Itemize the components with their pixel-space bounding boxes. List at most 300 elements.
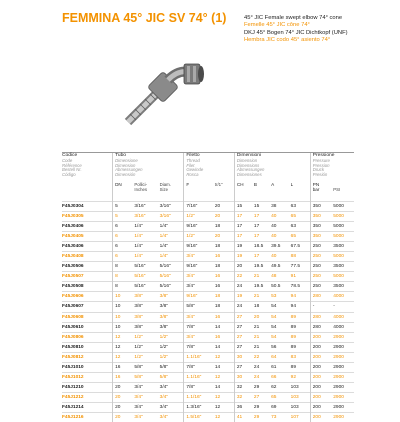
table-cell: 350 [310, 212, 333, 222]
table-cell: 5000 [333, 272, 354, 282]
part-code-cell: F45J0305 [62, 212, 113, 222]
table-cell: 7/8" [184, 322, 215, 332]
table-cell: 350 [310, 222, 333, 232]
table-cell: - [333, 302, 354, 312]
table-cell: 3/4" [184, 332, 215, 342]
table-row [62, 392, 354, 402]
table-cell: 30 [234, 352, 254, 362]
table-cell: 200 [310, 402, 333, 412]
table-cell: 12 [113, 342, 135, 352]
table-cell: 8 [113, 282, 135, 292]
table-cell: 16 [215, 272, 235, 282]
table-cell: 5/8" [184, 302, 215, 312]
table-cell: 3/4" [134, 382, 159, 392]
table-cell: 3500 [333, 242, 354, 252]
table-cell: 18 [215, 242, 235, 252]
table-cell: 20 [215, 202, 235, 212]
table-cell: 66 [271, 372, 291, 382]
table-cell: 3/4" [134, 392, 159, 402]
table-cell: 24 [254, 362, 271, 372]
table-cell: 54 [271, 312, 291, 322]
table-row [62, 262, 354, 272]
table-cell: 200 [310, 362, 333, 372]
table-row [62, 312, 354, 322]
description-en: 45° JIC Female swept elbow 74° cone [244, 15, 394, 22]
table-cell: 65 [271, 392, 291, 402]
table-cell: 200 [310, 412, 333, 422]
table-cell: 12 [113, 332, 135, 342]
spec-table [62, 152, 354, 422]
table-row [62, 332, 354, 342]
table-row [62, 342, 354, 352]
table-cell: 29 [254, 402, 271, 412]
table-cell: 2900 [333, 392, 354, 402]
table-cell: 89 [291, 312, 311, 322]
table-cell: 3/16" [160, 202, 184, 212]
table-cell: 89 [291, 322, 311, 332]
table-cell: 5/16" [160, 272, 184, 282]
table-cell: 17 [234, 212, 254, 222]
table-cell: 20 [113, 412, 135, 422]
table-cell: 2900 [333, 332, 354, 342]
table-cell: 94 [291, 302, 311, 312]
subheader-psi: PSI [333, 182, 354, 202]
table-cell: 14 [215, 382, 235, 392]
table-cell: 17 [254, 212, 271, 222]
table-cell: 53 [271, 292, 291, 302]
table-cell: 14 [215, 342, 235, 352]
table-cell: 3/16" [134, 202, 159, 212]
table-cell: 29 [254, 382, 271, 392]
table-cell: 3500 [333, 262, 354, 272]
table-cell: 3/4" [160, 392, 184, 402]
table-cell: 1/4" [134, 222, 159, 232]
table-cell: 3/4" [184, 312, 215, 322]
table-cell: 200 [310, 392, 333, 402]
part-code-cell: F45J0406 [62, 242, 113, 252]
table-cell: 5 [113, 202, 135, 212]
table-cell: 3/4" [134, 412, 159, 422]
table-row [62, 302, 354, 312]
table-cell: 3500 [333, 282, 354, 292]
table-row [62, 232, 354, 242]
table-cell: 36 [234, 402, 254, 412]
table-cell: 27 [234, 362, 254, 372]
table-cell: 20 [234, 262, 254, 272]
table-cell: 24 [234, 282, 254, 292]
part-code-cell: F45J0607 [62, 302, 113, 312]
table-cell: 1/2" [134, 342, 159, 352]
table-cell: 9/16" [184, 292, 215, 302]
table-cell: 27 [254, 392, 271, 402]
table-cell: 1/4" [160, 252, 184, 262]
table-cell: 18 [254, 302, 271, 312]
header-filetto: Filetto Thread Filet Gewinde Rosca [184, 153, 235, 183]
table-cell: 8 [113, 272, 135, 282]
table-cell: 69 [271, 402, 291, 412]
table-row [62, 242, 354, 252]
subheader-ch: CH [234, 182, 254, 202]
table-cell: 12 [215, 372, 235, 382]
table-cell: 15 [234, 202, 254, 212]
part-code-cell: F45J0610 [62, 322, 113, 332]
subheader-a: A [271, 182, 291, 202]
table-cell: 1/4" [134, 232, 159, 242]
table-cell: 27 [234, 312, 254, 322]
table-cell: 1/2" [134, 352, 159, 362]
table-cell: 1/2" [160, 352, 184, 362]
table-cell: 15 [254, 202, 271, 212]
table-cell: 1/4" [134, 252, 159, 262]
table-cell: 19 [234, 252, 254, 262]
table-cell: 6 [113, 232, 135, 242]
table-cell: 22 [234, 272, 254, 282]
table-cell: 56 [271, 342, 291, 352]
table-cell: 1.3/16" [184, 402, 215, 412]
subheader-b: B [254, 182, 271, 202]
table-cell: 39.5 [271, 242, 291, 252]
table-cell: 280 [310, 292, 333, 302]
table-row [62, 282, 354, 292]
subheader-dn: DN [113, 182, 135, 202]
table-cell: 14 [215, 362, 235, 372]
table-cell: 2900 [333, 372, 354, 382]
table-cell: 5/8" [134, 362, 159, 372]
part-code-cell: F45J0608 [62, 312, 113, 322]
table-cell: 20 [113, 402, 135, 412]
table-cell: 1/4" [134, 242, 159, 252]
table-cell: 1.1/16" [184, 392, 215, 402]
table-cell: 2900 [333, 362, 354, 372]
table-cell: 3/8" [160, 312, 184, 322]
table-cell: 63 [291, 202, 311, 212]
table-cell: 19 [234, 242, 254, 252]
table-cell: 12 [215, 352, 235, 362]
table-cell: 3/4" [160, 412, 184, 422]
table-cell: 27 [234, 332, 254, 342]
table-cell: 20 [113, 392, 135, 402]
table-cell: 10 [113, 302, 135, 312]
table-cell: 3/4" [160, 382, 184, 392]
table-cell: 32 [234, 382, 254, 392]
table-cell: 4000 [333, 312, 354, 322]
table-cell: 62 [271, 382, 291, 392]
table-cell: 2900 [333, 402, 354, 412]
table-cell: 17 [254, 232, 271, 242]
table-cell: 3/8" [134, 322, 159, 332]
table-cell: 3/8" [160, 302, 184, 312]
table-cell: 40 [271, 252, 291, 262]
table-cell: 107 [291, 412, 311, 422]
table-cell: 48 [271, 272, 291, 282]
table-cell: 9/16" [184, 262, 215, 272]
table-row [62, 352, 354, 362]
table-cell: 350 [310, 202, 333, 212]
table-cell: 7/8" [184, 342, 215, 352]
part-code-cell: F45J0606 [62, 292, 113, 302]
table-cell: 250 [310, 282, 333, 292]
table-cell: 88 [291, 252, 311, 262]
description-es: Hembra JIC codo 45° asiento 74° [244, 37, 394, 44]
table-cell: 16 [113, 362, 135, 372]
part-code-cell: F45J0508 [62, 282, 113, 292]
table-cell: 103 [291, 392, 311, 402]
table-cell: 65 [291, 212, 311, 222]
header-codice: Codice Code Référence Bestell Nr. Código [62, 153, 113, 183]
table-cell: 5/8" [134, 372, 159, 382]
table-cell: 5000 [333, 222, 354, 232]
table-cell: 14 [215, 322, 235, 332]
table-cell: 24 [254, 372, 271, 382]
table-cell: 29 [254, 412, 271, 422]
table-cell: 21 [254, 322, 271, 332]
table-cell: 10 [113, 312, 135, 322]
table-cell: 94 [291, 292, 311, 302]
part-code-cell: F45J1010 [62, 362, 113, 372]
table-cell: 89 [291, 342, 311, 352]
table-cell: 41 [234, 412, 254, 422]
table-cell: 64 [271, 352, 291, 362]
table-cell: 3/4" [184, 252, 215, 262]
table-cell: 200 [310, 372, 333, 382]
part-code-cell: F45J0406 [62, 222, 113, 232]
table-cell: 24 [234, 302, 254, 312]
part-code-cell: F45J1214 [62, 402, 113, 412]
table-cell: 40 [271, 222, 291, 232]
header-dimensioni: Dimensioni Dimension Dimensions Abmessungen Dimensiones [234, 153, 310, 183]
table-cell: 32 [234, 392, 254, 402]
table-cell: 250 [310, 242, 333, 252]
table-cell: 40 [271, 212, 291, 222]
table-cell: 65 [291, 232, 311, 242]
table-cell: 250 [310, 252, 333, 262]
table-cell: 1.1/16" [184, 352, 215, 362]
table-row [62, 292, 354, 302]
table-cell: 4000 [333, 292, 354, 302]
table-cell: 6 [113, 252, 135, 262]
table-cell: 30 [234, 372, 254, 382]
table-cell: - [310, 302, 333, 312]
subheader-pn: PN bar [310, 182, 333, 202]
table-cell: 3/8" [134, 312, 159, 322]
table-cell: 18 [215, 222, 235, 232]
table-cell: 3/8" [134, 302, 159, 312]
table-cell: 5/16" [134, 282, 159, 292]
subheader-l: L [291, 182, 311, 202]
table-cell: 10 [113, 292, 135, 302]
table-cell: 2900 [333, 342, 354, 352]
part-code-cell: F45J0304 [62, 202, 113, 212]
table-cell: 18 [215, 292, 235, 302]
table-cell: 1/2" [184, 232, 215, 242]
table-row [62, 252, 354, 262]
table-cell: 5000 [333, 252, 354, 262]
description-block [244, 15, 394, 45]
part-code-cell: F45J1216 [62, 412, 113, 422]
table-cell: 20 [254, 312, 271, 322]
table-cell: 3/8" [160, 322, 184, 332]
table-cell: 83 [291, 352, 311, 362]
table-cell: 21 [254, 272, 271, 282]
table-cell: 2900 [333, 352, 354, 362]
table-cell: 3/8" [134, 292, 159, 302]
table-cell: 103 [291, 382, 311, 392]
table-cell: 200 [310, 332, 333, 342]
description-de: DKJ 45° Bogen 74° JIC Dichtkopf (UNF) [244, 30, 394, 37]
table-cell: 73 [271, 412, 291, 422]
table-cell: 350 [310, 232, 333, 242]
table-row [62, 372, 354, 382]
table-cell: 7/8" [184, 382, 215, 392]
table-cell: 19.5 [254, 282, 271, 292]
subheader-blank [62, 182, 113, 202]
table-cell: 78.5 [291, 282, 311, 292]
table-cell: 250 [310, 272, 333, 282]
table-cell: 21 [254, 292, 271, 302]
table-cell: 19.5 [254, 262, 271, 272]
table-cell: 280 [310, 312, 333, 322]
table-cell: 50.5 [271, 282, 291, 292]
table-cell: 17 [234, 232, 254, 242]
table-cell: 1/2" [160, 342, 184, 352]
table-cell: 3/4" [184, 272, 215, 282]
part-code-cell: F45J1012 [62, 372, 113, 382]
table-subheader-row [62, 182, 354, 202]
table-cell: 200 [310, 342, 333, 352]
part-code-cell: F45J0507 [62, 272, 113, 282]
table-cell: 5000 [333, 202, 354, 212]
page-title: FEMMINA 45° JIC SV 74° (1) [62, 10, 232, 26]
subheader-pollici: Pollici- Inches [134, 182, 159, 202]
part-code-cell: F45J0810 [62, 342, 113, 352]
table-cell: 67.5 [291, 242, 311, 252]
table-cell: 38 [271, 202, 291, 212]
subheader-tpi: tr/1" [215, 182, 235, 202]
table-cell: 3/16" [134, 212, 159, 222]
subheader-f: F [184, 182, 215, 202]
table-cell: 1/2" [160, 332, 184, 342]
table-cell: 103 [291, 402, 311, 412]
table-cell: 12 [113, 352, 135, 362]
table-cell: 5/8" [160, 372, 184, 382]
table-cell: 92 [291, 372, 311, 382]
table-row [62, 212, 354, 222]
subheader-diam: Diam. Size [160, 182, 184, 202]
table-cell: 7/8" [184, 362, 215, 372]
table-cell: 17 [254, 252, 271, 262]
table-cell: 12 [215, 402, 235, 412]
table-cell: 40 [271, 232, 291, 242]
table-row [62, 412, 354, 422]
table-cell: 20 [215, 232, 235, 242]
part-code-cell: F45J0812 [62, 352, 113, 362]
table-row [62, 382, 354, 392]
table-cell: 27 [234, 342, 254, 352]
table-cell: 2900 [333, 412, 354, 422]
table-cell: 16 [215, 312, 235, 322]
table-cell: 5000 [333, 232, 354, 242]
table-cell: 17 [254, 222, 271, 232]
table-header-row [62, 153, 354, 183]
table-cell: 5/16" [134, 262, 159, 272]
table-cell: 77.5 [291, 262, 311, 272]
table-cell: 54 [271, 302, 291, 312]
table-cell: 3/8" [160, 292, 184, 302]
table-row [62, 222, 354, 232]
table-cell: 18.5 [254, 242, 271, 252]
table-cell: 54 [271, 332, 291, 342]
table-row [62, 362, 354, 372]
table-cell: 5/16" [160, 262, 184, 272]
table-cell: 89 [291, 362, 311, 372]
table-cell: 4000 [333, 322, 354, 332]
header-tubo: Tubo Dimensione Dimension Abmessungen Dimensión [113, 153, 184, 183]
table-row [62, 322, 354, 332]
table-cell: 61 [271, 362, 291, 372]
table-cell: 22 [254, 352, 271, 362]
table-cell: 27 [234, 322, 254, 332]
part-code-cell: F45J0408 [62, 252, 113, 262]
table-body [62, 202, 354, 422]
part-code-cell: F45J1210 [62, 382, 113, 392]
part-code-cell: F45J0405 [62, 232, 113, 242]
table-cell: 200 [310, 352, 333, 362]
table-cell: 54 [271, 322, 291, 332]
table-cell: 1/4" [160, 232, 184, 242]
table-cell: 16 [215, 282, 235, 292]
table-cell: 18 [215, 302, 235, 312]
table-cell: 1.5/16" [184, 412, 215, 422]
table-cell: 5000 [333, 212, 354, 222]
table-cell: 5/8" [160, 362, 184, 372]
table-cell: 1/4" [160, 242, 184, 252]
part-code-cell: F45J0806 [62, 332, 113, 342]
table-cell: 5 [113, 212, 135, 222]
table-row [62, 202, 354, 212]
header-pressione: Pressione Pressure Pression Druck Presión [310, 153, 354, 183]
table-cell: 19 [234, 292, 254, 302]
table-cell: 5/16" [160, 282, 184, 292]
table-cell: 16 [113, 372, 135, 382]
table-cell: 5/16" [134, 272, 159, 282]
table-cell: 21 [254, 342, 271, 352]
table-cell: 1/2" [134, 332, 159, 342]
table-cell: 18 [215, 262, 235, 272]
table-cell: 9/16" [184, 242, 215, 252]
table-cell: 200 [310, 382, 333, 392]
table-cell: 12 [215, 392, 235, 402]
table-cell: 1.1/16" [184, 372, 215, 382]
fitting-illustration [110, 48, 210, 140]
table-cell: 280 [310, 322, 333, 332]
table-row [62, 402, 354, 412]
table-cell: 3/4" [134, 402, 159, 412]
table-cell: 63 [291, 222, 311, 232]
description-fr: Femelle 45° JIC cône 74° [244, 22, 394, 29]
part-code-cell: F45J1212 [62, 392, 113, 402]
part-code-cell: F45J0506 [62, 262, 113, 272]
table-cell: 1/4" [160, 222, 184, 232]
table-cell: 89 [291, 332, 311, 342]
table-cell: 1/2" [184, 212, 215, 222]
table-cell: 16 [215, 332, 235, 342]
table-cell: 20 [113, 382, 135, 392]
table-cell: 250 [310, 262, 333, 272]
table-cell: 3/4" [184, 282, 215, 292]
table-cell: 8 [113, 262, 135, 272]
table-row [62, 272, 354, 282]
table-cell: 49.5 [271, 262, 291, 272]
